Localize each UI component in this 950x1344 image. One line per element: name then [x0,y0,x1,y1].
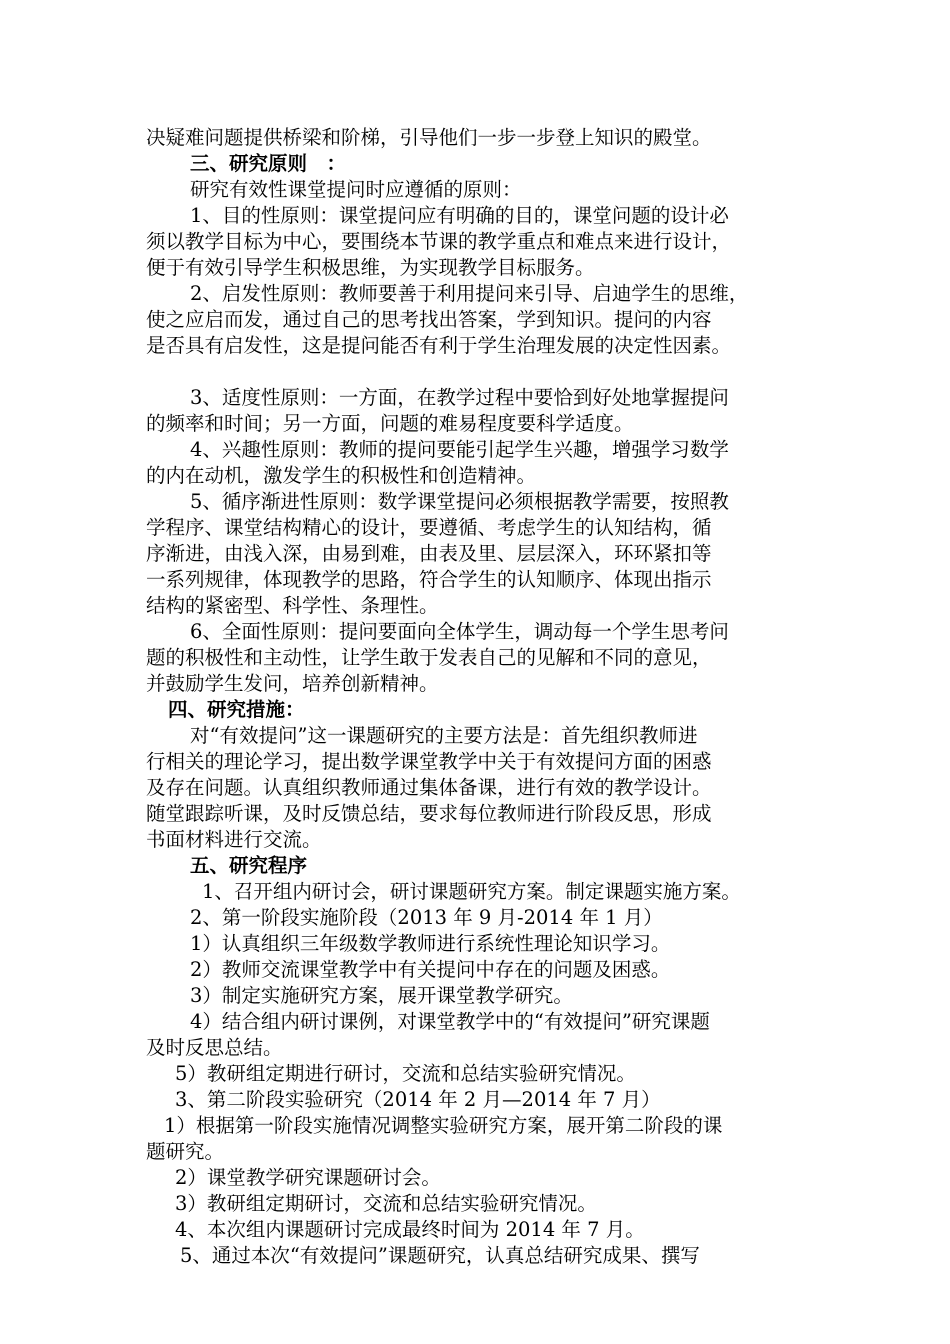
text-line: 2）课堂教学研究课题研讨会。 [175,1166,441,1189]
text-line: 4、本次组内课题研讨完成最终时间为 2014 年 7 月。 [175,1218,645,1241]
text-line: 行相关的理论学习，提出数学课堂教学中关于有效提问方面的困惑 [146,750,712,773]
text-line: 结构的紧密型、科学性、条理性。 [146,594,439,617]
text-line: 1、目的性原则：课堂提问应有明确的目的，课堂问题的设计必 [190,204,729,227]
text-line: 研究有效性课堂提问时应遵循的原则： [190,178,522,201]
text-line: 4）结合组内研讨课例，对课堂教学中的“有效提问”研究课题 [190,1010,710,1033]
text-line: 5）教研组定期进行研讨，交流和总结实验研究情况。 [175,1062,636,1085]
text-line: 1）根据第一阶段实施情况调整实验研究方案，展开第二阶段的课 [164,1114,723,1137]
text-line: 3）教研组定期研讨，交流和总结实验研究情况。 [175,1192,597,1215]
text-line: 3）制定实施研究方案，展开课堂教学研究。 [190,984,573,1007]
text-line: 决疑难问题提供桥梁和阶梯，引导他们一步一步登上知识的殿堂。 [146,126,712,149]
text-line: 学程序、课堂结构精心的设计，要遵循、考虑学生的认知结构，循 [146,516,712,539]
text-line: 题的积极性和主动性，让学生敢于发表自己的见解和不同的意见， [146,646,712,669]
text-line: 1、召开组内研讨会，研讨课题研究方案。制定课题实施方案。 [202,880,741,903]
text-line: 4、兴趣性原则：教师的提问要能引起学生兴趣，增强学习数学 [190,438,729,461]
text-line: 5、通过本次“有效提问”课题研究，认真总结研究成果、撰写 [180,1244,700,1267]
text-line: 2、启发性原则：教师要善于利用提问来引导、启迪学生的思维， [190,282,749,305]
text-line: 2、第一阶段实施阶段（2013 年 9 月-2014 年 1 月） [190,906,663,929]
text-line: 是否具有启发性，这是提问能否有利于学生治理发展的决定性因素。 [146,334,732,357]
text-line: 序渐进，由浅入深，由易到难，由表及里、层层深入，环环紧扣等 [146,542,712,565]
text-line: 书面材料进行交流。 [146,828,322,851]
text-line: 及时反思总结。 [146,1036,283,1059]
section-heading-procedure: 五、研究程序 [190,854,308,877]
text-line: 的频率和时间；另一方面，问题的难易程度要科学适度。 [146,412,634,435]
section-heading-measures: 四、研究措施： [168,698,305,721]
text-line: 便于有效引导学生积极思维，为实现教学目标服务。 [146,256,595,279]
text-line: 一系列规律，体现教学的思路，符合学生的认知顺序、体现出指示 [146,568,712,591]
text-line: 6、全面性原则：提问要面向全体学生，调动每一个学生思考问 [190,620,729,643]
text-line: 并鼓励学生发问，培养创新精神。 [146,672,439,695]
text-line: 3、第二阶段实验研究（2014 年 2 月—2014 年 7 月） [175,1088,661,1111]
text-line: 3、适度性原则：一方面，在教学过程中要恰到好处地掌握提问 [190,386,729,409]
text-line: 2）教师交流课堂教学中有关提问中存在的问题及困惑。 [190,958,671,981]
text-line: 须以教学目标为中心，要围绕本节课的教学重点和难点来进行设计， [146,230,732,253]
text-line: 1）认真组织三年级数学教师进行系统性理论知识学习。 [190,932,671,955]
text-line: 对“有效提问”这一课题研究的主要方法是：首先组织教师进 [190,724,698,747]
text-line: 及存在问题。认真组织教师通过集体备课，进行有效的教学设计。 [146,776,712,799]
text-line: 的内在动机，激发学生的积极性和创造精神。 [146,464,537,487]
text-line: 使之应启而发，通过自己的思考找出答案，学到知识。提问的内容 [146,308,712,331]
text-line: 题研究。 [146,1140,225,1163]
section-heading-principles: 三、研究原则 ： [190,152,347,175]
text-line: 随堂跟踪听课，及时反馈总结，要求每位教师进行阶段反思，形成 [146,802,712,825]
text-line: 5、循序渐进性原则：数学课堂提问必须根据教学需要，按照教 [190,490,729,513]
